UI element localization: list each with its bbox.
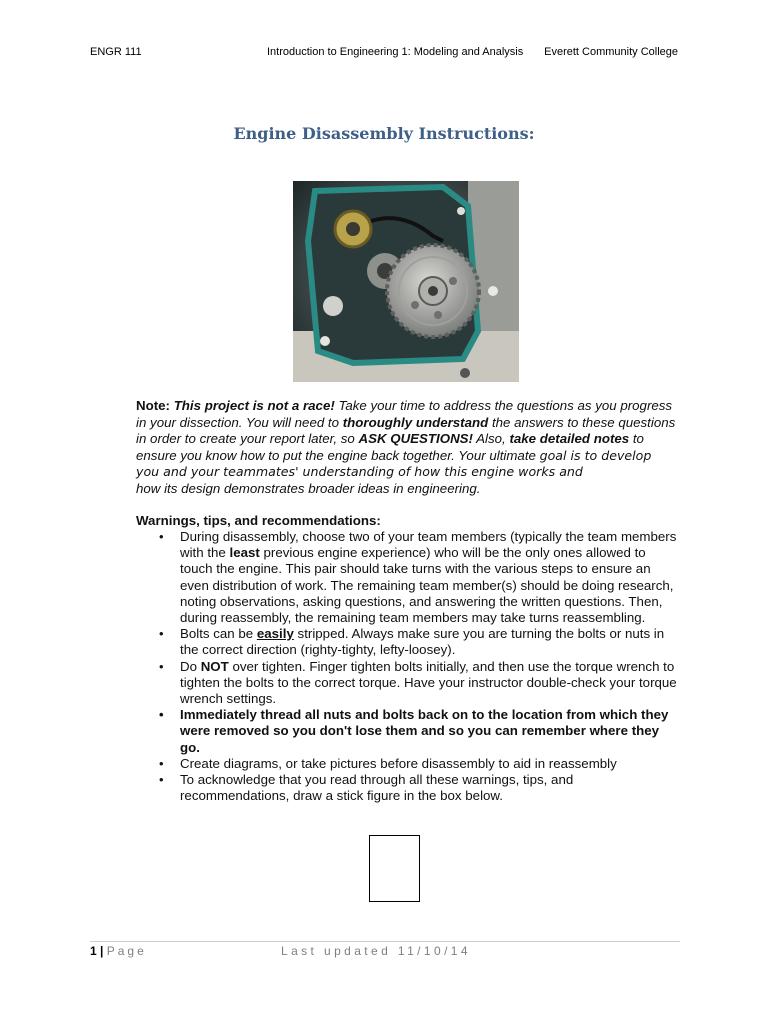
header-course-title: Introduction to Engineering 1: Modeling and Analysis — [267, 46, 524, 58]
bullet-3-text-b: over tighten. Finger tighten bolts initially, and then use the torque wrench to tighten the bolts to the correct torque. Have your instructor double-check your torque wrench settings. — [180, 658, 677, 707]
list-item — [180, 659, 677, 708]
header-college: Everett Community College — [544, 46, 678, 58]
bullet-1-text-a: During disassembly, choose two of your team members (typically the team members with the — [180, 529, 677, 561]
header-course: ENGR 111 — [90, 46, 142, 58]
page-title: Engine Disassembly Instructions: — [233, 124, 535, 143]
bullet-2-text-a: Bolts can be — [180, 626, 257, 642]
bullet-2-text-b: stripped. Always make sure you are turning the bolts or nuts in the correct direction (righty-tighty, lefty-loosey). — [180, 626, 665, 658]
bullet-3-text-a: Do — [180, 658, 201, 674]
list-item — [180, 529, 677, 626]
bullet-1-text-b: previous engine experience) who will be the only ones allowed to touch the engine. This pair should take turns with the various steps to ensure an even distribution of work. The remaining team member(s) should be doing research, noting observations, asking questions, and answering the written questions. Then, during reassembly, the remaining team members may take turns reassembling. — [180, 545, 674, 626]
note-take: take detailed notes — [509, 431, 630, 447]
note-ask: ASK QUESTIONS! — [358, 431, 473, 447]
list-item: • Create diagrams, or take pictures before disassembly to aid in reassembly — [180, 756, 677, 772]
engine-photo-illustration — [293, 181, 519, 382]
note-paragraph — [136, 398, 676, 498]
note-label: Note: — [136, 398, 170, 413]
warnings-heading: Warnings, tips, and recommendations: — [136, 513, 381, 528]
note-race: This project is not a race! — [173, 398, 335, 413]
page-number: 1 — [90, 944, 97, 958]
footer-divider — [90, 941, 680, 942]
bullet-1-bold: least — [229, 545, 260, 561]
note-text-4: to ensure you know how to put the engine back together. Your ultimate — [136, 431, 644, 463]
note-thorough: thoroughly understand — [342, 414, 489, 430]
bullet-3-bold: NOT — [200, 658, 229, 674]
page-label: Page — [106, 944, 147, 958]
stick-figure-box[interactable] — [369, 835, 420, 902]
note-text-2: the answers to these questions in order to create your report later, so — [136, 414, 676, 447]
note-text-5: goal is to develop you and your teammates' understanding of how this engine works and — [136, 447, 652, 480]
list-item: • Immediately thread all nuts and bolts back on to the location from which they were removed so you don't lose them and so you can remember where they go. — [180, 707, 677, 756]
bullet-2-underline: easily — [256, 626, 294, 642]
engine-gears-photo — [293, 181, 519, 382]
note-text-1: Take your time to address the questions as you progress in your dissection. You will need to — [136, 398, 673, 430]
list-item: • To acknowledge that you read through all these warnings, tips, and recommendations, draw a stick figure in the box below. — [180, 772, 677, 804]
note-text-6: how its design demonstrates broader ideas in engineering. — [136, 480, 481, 496]
note-text-3: Also, — [472, 431, 510, 447]
list-item — [180, 626, 677, 658]
warnings-list — [180, 529, 677, 804]
page-number-block — [90, 944, 147, 958]
page-separator: | — [96, 944, 107, 958]
last-updated: Last updated 11/10/14 — [281, 944, 471, 958]
